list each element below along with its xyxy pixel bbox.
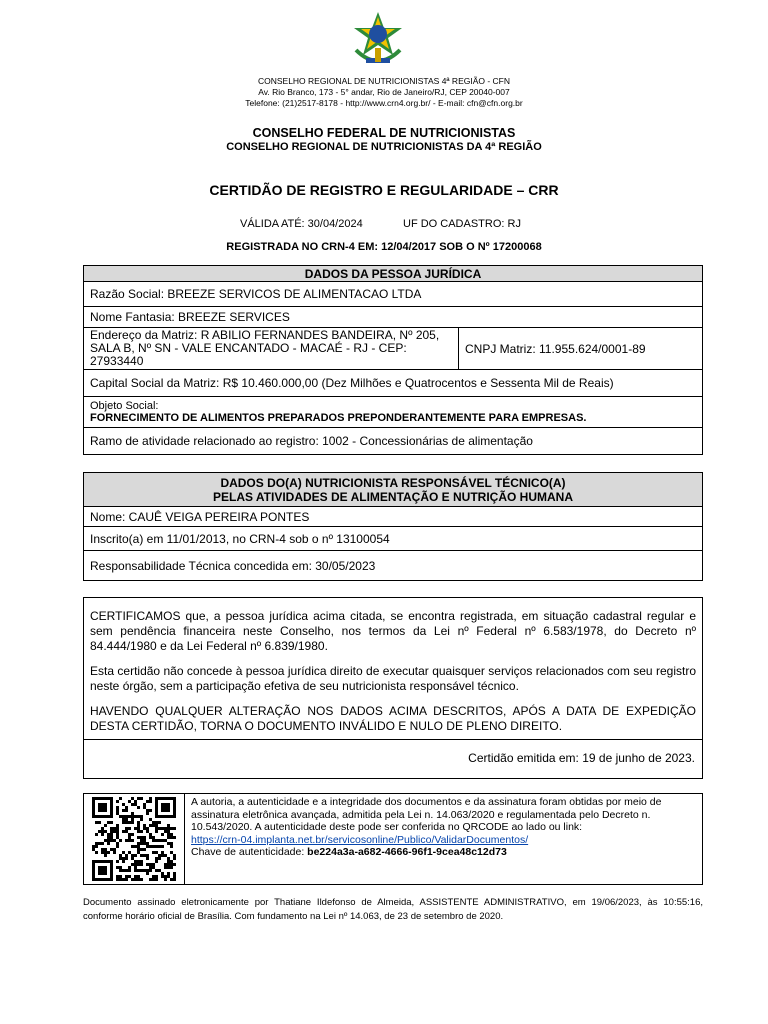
registration-info: REGISTRADA NO CRN-4 EM: 12/04/2017 SOB O Nº 17200068 — [226, 241, 542, 253]
auth-key: be224a3a-a682-4666-96f1-9cea48c12d73 — [307, 846, 507, 858]
cert-paragraph-1: CERTIFICAMOS que, a pessoa jurídica acima citada, se encontra registrada, em situação cadastral regular e sem pendência financeira neste Conselho, nos termos da Lei nº Federal nº 6.583/1978, do Decreto nº 84.444/1980 e da Lei Federal nº 6.839/1980. — [90, 609, 696, 653]
objeto-social-label: Objeto Social: — [90, 400, 159, 412]
certification-box — [83, 597, 703, 779]
rt-header-line2: PELAS ATIVIDADES DE ALIMENTAÇÃO E NUTRIÇÃO HUMANA — [213, 489, 573, 504]
rt-inscrito: Inscrito(a) em 11/01/2013, no CRN-4 sob o nº 13100054 — [84, 526, 702, 550]
capital-social: Capital Social da Matriz: R$ 10.460.000,00 (Dez Milhões e Quatrocentos e Sessenta Mil de Reais) — [84, 369, 702, 396]
qrcode-image[interactable] — [92, 797, 176, 881]
legal-entity-header: DADOS DA PESSOA JURÍDICA — [84, 266, 702, 281]
objeto-social-value: FORNECIMENTO DE ALIMENTOS PREPARADOS PREPONDERANTEMENTE PARA EMPRESAS. — [90, 412, 587, 424]
letterhead-line3: Telefone: (21)2517-8178 - http://www.crn4.org.br/ - E-mail: cfn@cfn.org.br — [245, 98, 523, 108]
page-title: CERTIDÃO DE REGISTRO E REGULARIDADE – CRR — [209, 182, 559, 198]
authentication-box — [83, 793, 703, 885]
rt-nome: Nome: CAUÊ VEIGA PEREIRA PONTES — [84, 506, 702, 526]
ramo-atividade: Ramo de atividade relacionado ao registro: 1002 - Concessionárias de alimentação — [84, 427, 702, 454]
signature-footer: Documento assinado eletronicamente por Thatiane Ildefonso de Almeida, ASSISTENTE ADMINISTRATIVO, em 19/06/2023, às 10:55:16, conforme horário oficial de Brasília. Com fundamento na Lei nº 14.063, de 23 de setembro de 2020. — [83, 897, 703, 922]
uf-cadastro: UF DO CADASTRO: RJ — [403, 218, 521, 230]
letterhead-line1: CONSELHO REGIONAL DE NUTRICIONISTAS 4ª REGIÃO - CFN — [257, 76, 511, 86]
technical-responsible-table — [83, 472, 703, 581]
legal-entity-table — [83, 265, 703, 455]
objeto-social-row — [84, 396, 702, 427]
coat-of-arms-logo — [348, 10, 408, 72]
org-title-federal: CONSELHO FEDERAL DE NUTRICIONISTAS — [252, 126, 516, 140]
validation-link[interactable]: https://crn-04.implanta.net.br/servicosonline/Publico/ValidarDocumentos/ — [191, 833, 529, 846]
authentication-text-cell — [185, 794, 702, 884]
endereco-matriz: Endereço da Matriz: R ABILIO FERNANDES BANDEIRA, Nº 205, SALA B, Nº SN - VALE ENCANTADO - MACAÉ - RJ - CEP: 27933440 — [84, 328, 459, 369]
technical-responsible-header — [84, 473, 702, 506]
auth-key-label: Chave de autenticidade: — [191, 846, 308, 858]
org-title-regional: CONSELHO REGIONAL DE NUTRICIONISTAS DA 4ª REGIÃO — [226, 141, 542, 153]
nome-fantasia: Nome Fantasia: BREEZE SERVICES — [84, 306, 702, 327]
authentication-text: A autoria, a autenticidade e a integridade dos documentos e da assinatura foram obtidas por meio de assinatura eletrônica avançada, admitida pela Lei n. 14.063/2020 e regulamentada pelo Decreto n. 10.543/2020. A autenticidade deste pode ser conferida no QRCODE ao lado ou link: — [191, 796, 662, 833]
letterhead-line2: Av. Rio Branco, 173 - 5° andar, Rio de Janeiro/RJ, CEP 20040-007 — [258, 87, 510, 97]
qrcode-cell — [84, 794, 185, 884]
cert-paragraph-3: HAVENDO QUALQUER ALTERAÇÃO NOS DADOS ACIMA DESCRITOS, APÓS A DATA DE EXPEDIÇÃO DESTA CERTIDÃO, TORNA O DOCUMENTO INVÁLIDO E NULO DE PLENO DIREITO. — [90, 704, 696, 733]
rt-header-line1: DADOS DO(A) NUTRICIONISTA RESPONSÁVEL TÉCNICO(A) — [220, 475, 566, 490]
valid-until: VÁLIDA ATÉ: 30/04/2024 — [240, 218, 363, 230]
rt-responsabilidade: Responsabilidade Técnica concedida em: 30/05/2023 — [84, 550, 702, 580]
razao-social: Razão Social: BREEZE SERVICOS DE ALIMENTACAO LTDA — [84, 281, 702, 306]
cnpj-matriz: CNPJ Matriz: 11.955.624/0001-89 — [465, 341, 646, 356]
address-row — [84, 327, 702, 369]
cert-paragraph-2: Esta certidão não concede à pessoa jurídica direito de executar quaisquer serviços relacionados com seu registro neste órgão, sem a participação efetiva de seu nutricionista responsável técnico. — [90, 664, 696, 693]
emission-date: Certidão emitida em: 19 de junho de 2023. — [468, 751, 695, 765]
